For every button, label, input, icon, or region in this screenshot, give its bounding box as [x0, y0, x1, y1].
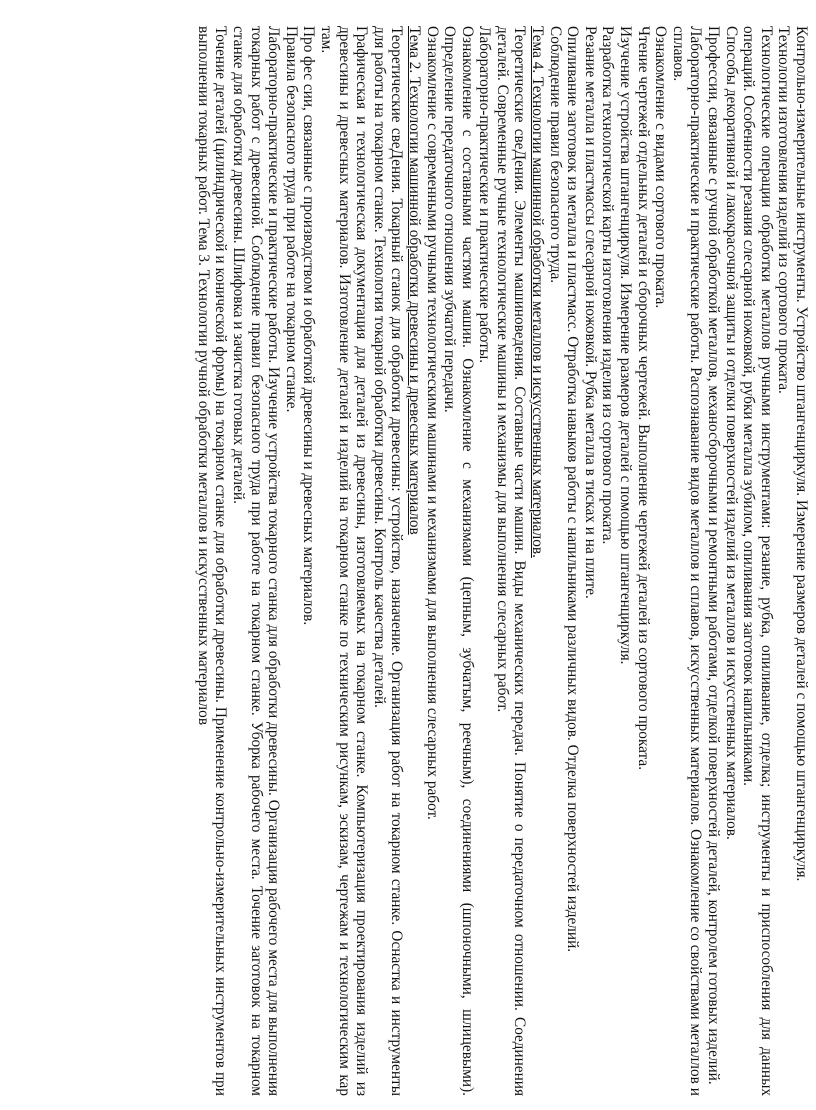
- paragraph: Теоретические свеДения. Элементы машиноведения. Составные части машин. Виды механических передач. Понятие о передаточном отношении. Соединения деталей. Современные ручные технологические машины и механизмы для выполнения слесарных работ.: [493, 26, 529, 1096]
- paragraph: Ознакомление с видами сортового проката.: [652, 26, 670, 309]
- paragraph: Лабораторно-практические и практические работы.: [476, 26, 494, 364]
- paragraph: Про фес сии, связанные с производством и обработкой древесины и древесных материалов.: [300, 26, 318, 626]
- paragraph: Способы декоративной и лакокрасочной защиты и отделки поверхностей изделий из металлов и искусственных материалов.: [722, 26, 740, 840]
- paragraph: Графическая и технологическая документация для деталей из древесины, изготовляемых на токарном станке. Компьютеризация проектирования изделий из древесины и древесных материалов. Изготовление деталей и изделий на токарном станке по техническим рисункам, эскизам, чертежам и технологическим кар там.: [317, 26, 371, 1096]
- paragraph: Резание металла и пластмассы слесарной ножовкой. Рубка металла в тисках и на плите.: [581, 26, 599, 599]
- section-heading: Тема 4. Технологии машинной обработки металлов и искусственных материалов.: [529, 26, 547, 558]
- paragraph: Контрольно-измерительные инструменты. Устройство штангенциркуля. Измерение размеров деталей с помощью штангенциркуля.: [793, 26, 810, 882]
- paragraph: Профессии, связанные с ручной обработкой металлов, механосборочными и ремонтными работами, отделкой поверхностей деталей, контролем готовых изделий.: [705, 26, 723, 1085]
- paragraph: Лабораторно-практические и практические работы. Изучение устройства токарного станка для обработки древесины. Организация рабочего места для выполнения токарных работ с древесиной. Соблюдение правил безопасного труда при работе на токарном станке. Уборка рабочего места. Точение заготовок на токарном станке для обработки древесины. Шлифовка и зачистка готовых деталей.: [230, 26, 283, 1096]
- paragraph: Технологические операции обработки металлов ручными инструментами: резание, рубка, опиливание, отделка; инструменты и приспособления для данных операций. Особенности резания слесарной ножовкой, рубки металла зубилом, опиливания заготовок напильниками.: [740, 26, 775, 1096]
- paragraph: Лабораторно-практические и практические работы. Распознавание видов металлов и сплавов, искусственных материалов. Ознакомление со свойствами металлов и сплавов.: [669, 26, 705, 1096]
- paragraph: Чтение чертежей отдельных деталей и сборочных чертежей. Выполнение чертежей деталей из сортового проката.: [634, 26, 652, 771]
- paragraph: Точение деталей (цилиндрической и конической формы) на токарном станке для обработки древесины. Применение контрольно-измерительных инструментов при выполнении токарных работ. Тема 3. Технологии ручной обработки металлов и искусственных материалов: [194, 26, 230, 1096]
- paragraph: Технологии изготовления изделий из сортового проката.: [775, 26, 793, 394]
- paragraph: Изучение устройства штангенциркуля. Измерение размеров деталей с помощью штангенциркуля.: [617, 26, 635, 665]
- paragraph: Ознакомление с современными ручными технологическими машинами и механизмами для выполнения слесарных работ.: [423, 26, 441, 820]
- paragraph: Правила безопасного труда при работе на токарном станке.: [282, 26, 300, 413]
- paragraph: Теоретические свеДения. Токарный станок для обработки древесины: устройство, назначение. Организация работ на токарном станке. Оснастка и инструменты для работы на токарном станке. Технология токарной обработки древесины. Контроль качества деталей.: [370, 26, 406, 1096]
- section-heading: Тема 2. Технологии машинной обработки древесины и древесных материалов: [405, 26, 423, 535]
- paragraph: Опиливание заготовок из металла и пластмасс. Отработка навыков работы с напильниками различных видов. Отделка поверхностей изделий.: [564, 26, 582, 953]
- paragraph: Разработка технологической карты изготовления изделия из сортового проката.: [599, 26, 617, 545]
- paragraph: Ознакомление с составными частями машин. Ознакомление с механизмами (цепным, зубчатым, реечным), соединениями (шпоночными, шлицевыми). Определение передаточного отношения зубчатой передачи.: [441, 26, 476, 1096]
- paragraph: Соблюдение правил безопасного труда.: [546, 26, 564, 284]
